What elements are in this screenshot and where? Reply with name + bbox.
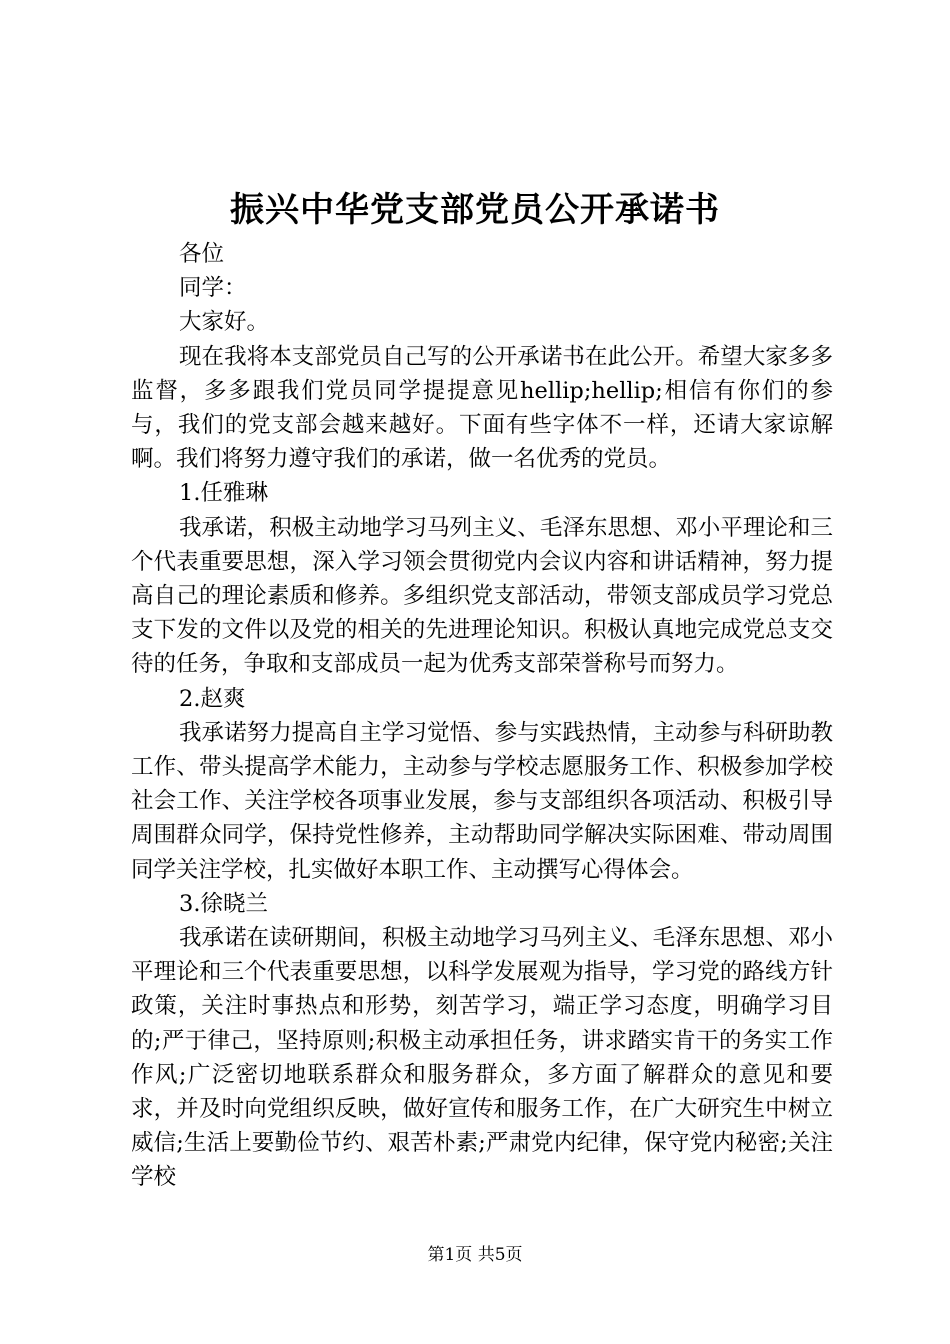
- document-body: [131, 237, 833, 1195]
- member-pledge-1: 我承诺，积极主动地学习马列主义、毛泽东思想、邓小平理论和三个代表重要思想，深入学习领会贯彻党内会议内容和讲话精神，努力提高自己的理论素质和修养。多组织党支部活动，带领支部成员学习党总支下发的文件以及党的相关的先进理论知识。积极认真地完成党总支交待的任务，争取和支部成员一起为优秀支部荣誉称号而努力。: [131, 514, 833, 678]
- member-heading-1: 1.任雅琳: [179, 480, 268, 507]
- member-heading-3: 3.徐晓兰: [179, 890, 268, 917]
- member-pledge-3: 我承诺在读研期间，积极主动地学习马列主义、毛泽东思想、邓小平理论和三个代表重要思想，以科学发展观为指导，学习党的路线方针政策，关注时事热点和形势，刻苦学习，端正学习态度，明确学习目的;严于律己，坚持原则;积极主动承担任务，讲求踏实肯干的务实工作作风;广泛密切地联系群众和服务群众，多方面了解群众的意见和要求，并及时向党组织反映，做好宣传和服务工作，在广大研究生中树立威信;生活上要勤俭节约、艰苦朴素;严肃党内纪律，保守党内秘密;关注学校: [131, 925, 833, 1191]
- member-heading-2: 2.赵爽: [179, 685, 246, 712]
- document-title: 振兴中华党支部党员公开承诺书: [230, 190, 720, 230]
- greeting-line-2: 同学：: [179, 275, 247, 302]
- page-footer: 第1页 共5页: [427, 1245, 523, 1265]
- member-pledge-2: 我承诺努力提高自主学习觉悟、参与实践热情，主动参与科研助教工作、带头提高学术能力，主动参与学校志愿服务工作、积极参加学校社会工作、关注学校各项事业发展，参与支部组织各项活动、积极引导周围群众同学，保持党性修养，主动帮助同学解决实际困难、带动周围同学关注学校，扎实做好本职工作、主动撰写心得体会。: [131, 719, 833, 883]
- greeting-line-1: 各位: [179, 241, 225, 267]
- greeting-line-3: 大家好。: [179, 309, 270, 336]
- intro-paragraph: 现在我将本支部党员自己写的公开承诺书在此公开。希望大家多多监督，多多跟我们党员同学提提意见hellip;hellip;相信有你们的参与，我们的党支部会越来越好。下面有些字体不一样，还请大家谅解啊。我们将努力遵守我们的承诺，做一名优秀的党员。: [131, 343, 833, 473]
